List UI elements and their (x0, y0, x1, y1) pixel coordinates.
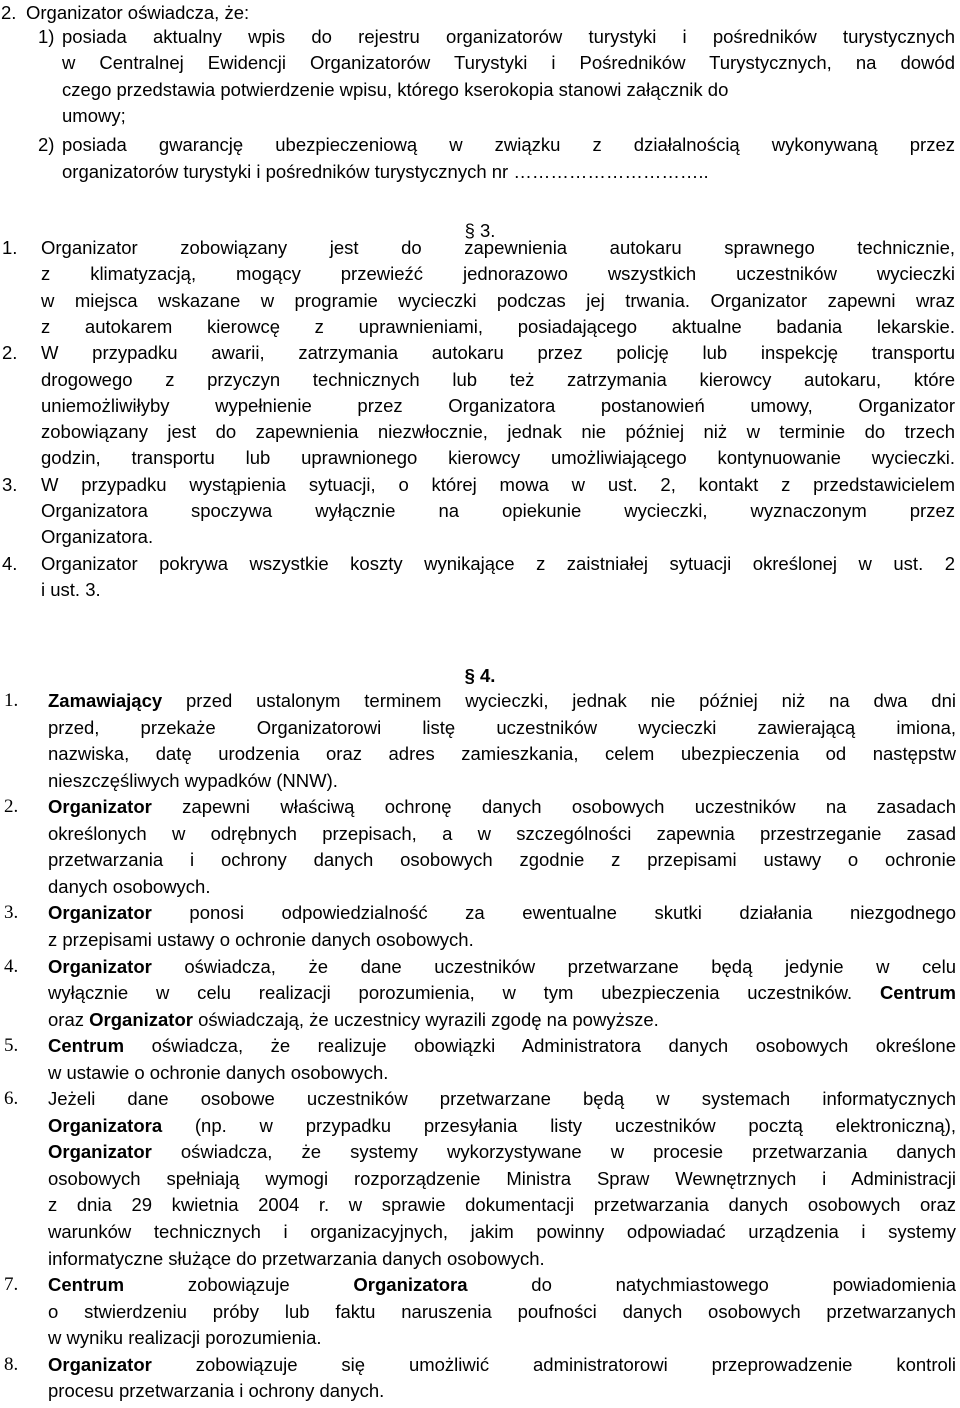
clause-line (48, 1060, 956, 1086)
clause-line: uniemożliwiłyby wypełnienie przez Organizatora postanowień umowy, Organizator (41, 394, 955, 416)
text-run: zapewni właściwą ochronę danych osobowych uczestników na zasadach (151, 796, 956, 818)
clause-line: w miejsca wskazane w programie wycieczki podczas jej trwania. Organizator zapewni wraz (41, 289, 955, 311)
clause-line (48, 847, 956, 873)
text-run: zobowiązuje się umożliwić administratorowi przeprowadzenie kontroli (151, 1353, 956, 1375)
emphasized-term: Centrum (48, 1035, 125, 1057)
clause-line (48, 927, 956, 953)
text-run: warunków technicznych i organizacyjnych, jakim powinny odpowiadać urządzenia i systemy (48, 1221, 956, 1242)
clause-line (48, 1086, 956, 1112)
clause-line: i ust. 3. (41, 578, 101, 600)
emphasized-term: Organizatora (48, 1114, 163, 1136)
text-run: z przepisami ustawy o ochronie danych osobowych. (48, 928, 474, 950)
clause-line: Organizatora spoczywa wyłącznie na opiekunie wycieczki, wyznaczonym przez (41, 500, 955, 521)
text-run: przed ustalonym terminem wycieczki, jednak nie później niż na dwa dni (162, 690, 956, 711)
clause-line (48, 1192, 956, 1218)
clause-line (48, 1325, 956, 1351)
item-number: 2. (1, 2, 17, 23)
text-run: ponosi odpowiedzialność za ewentualne skutki działania niezgodnego (151, 902, 956, 924)
clause-line: zobowiązany jest do zapewnienia niezwłocznie, jednak nie później niż w terminie do trzech (41, 421, 955, 443)
section-heading: § 3. (464, 220, 496, 241)
clause-line (48, 1113, 956, 1139)
text-run: oświadcza, że dane uczestników przetwarzane będą jedynie w celu (151, 955, 956, 977)
clause-line (48, 821, 956, 847)
clause-number: 2. (2, 342, 18, 364)
clause-line (48, 1033, 956, 1059)
clause-number: 2. (4, 796, 19, 818)
clause-line: drogowego z przyczyn technicznych lub też zatrzymania kierowcy autokaru, które (41, 368, 955, 390)
emphasized-term: Organizator (48, 955, 152, 977)
clause-line (48, 768, 956, 794)
text-run: informatyczne służące do przetwarzania danych osobowych. (48, 1247, 545, 1269)
sub-item-line: w Centralnej Ewidencji Organizatorów Turystyki i Pośredników Turystycznych, na dowód (62, 52, 955, 74)
text-run: oraz (48, 1008, 90, 1030)
text-run: przetwarzania i ochrony danych osobowych zgodnie z przepisami ustawy o ochronie (48, 849, 956, 871)
text-run: (np. w przypadku przesyłania listy uczestników pocztą elektroniczną), (162, 1114, 956, 1136)
sub-item-line: organizatorów turystyki i pośredników turystycznych nr ………………………….. (62, 160, 709, 182)
text-run: Jeżeli dane osobowe uczestników przetwarzane będą w systemach informatycznych (48, 1088, 956, 1110)
clause-line (48, 980, 956, 1006)
emphasized-term: Organizator (48, 1141, 152, 1163)
clause-line: Organizator zobowiązany jest do zapewnienia autokaru sprawnego technicznie, (41, 237, 955, 258)
clause-line (48, 1378, 956, 1404)
clause-number: 1. (2, 237, 18, 258)
text-run: oświadcza, że systemy wykorzystywane w procesie przetwarzania danych (151, 1141, 956, 1163)
text-run: o stwierdzeniu próby lub faktu naruszenia poufności danych osobowych przetwarzanych (48, 1300, 956, 1322)
clause-number: 1. (4, 690, 19, 711)
text-run: oświadczają, że uczestnicy wyrazili zgodę na powyższe. (192, 1008, 659, 1030)
emphasized-term: Organizator (48, 902, 152, 924)
emphasized-term: Organizator (48, 1353, 152, 1375)
clause-line: W przypadku awarii, zatrzymania autokaru przez policję lub inspekcję transportu (41, 342, 955, 364)
text-run: przed, przekaże Organizatorowi listę uczestników wycieczki zawierającą imiona, (48, 716, 956, 738)
clause-line (48, 900, 956, 926)
emphasized-term: Centrum (879, 982, 956, 1004)
clause-line (48, 1219, 956, 1245)
sub-item-number: 1) (38, 26, 55, 47)
clause-line: z klimatyzacją, mogący przewieźć jednorazowo wszystkich uczestników wycieczki (41, 263, 955, 285)
clause-line (48, 688, 956, 714)
clause-number: 6. (4, 1088, 19, 1110)
emphasized-term: Organizatora (353, 1274, 468, 1296)
text-run: określonych w odrębnych przepisach, a w szczególności zapewnia przestrzeganie zasad (48, 822, 956, 844)
text-run: do natychmiastowego powiadomienia (467, 1274, 956, 1296)
clause-line (48, 1272, 956, 1298)
clause-number: 3. (2, 473, 18, 495)
text-run: nieszczęśliwych wypadków (NNW). (48, 769, 338, 791)
clause-line (48, 1007, 956, 1033)
clause-number: 8. (4, 1353, 19, 1375)
text-run: procesu przetwarzania i ochrony danych. (48, 1380, 385, 1402)
clause-line (48, 874, 956, 900)
clause-line (48, 954, 956, 980)
emphasized-term: Organizator (89, 1008, 193, 1030)
text-run: oświadcza, że realizuje obowiązki Administratora danych osobowych określone (124, 1035, 956, 1057)
item-text: Organizator oświadcza, że: (26, 2, 250, 23)
clause-number: 7. (4, 1274, 19, 1296)
text-run: osobowych spełniają wymogi rozporządzenie Ministra Spraw Wewnętrznych i Administracji (48, 1167, 956, 1189)
sub-item-line: umowy; (62, 104, 126, 126)
emphasized-term: Centrum (48, 1274, 125, 1296)
clause-line (48, 1352, 956, 1378)
clause-line: z autokarem kierowcę z uprawnieniami, posiadającego aktualne badania lekarskie. (41, 315, 955, 337)
emphasized-term: Zamawiający (48, 690, 163, 711)
sub-item-line: posiada aktualny wpis do rejestru organizatorów turystyki i pośredników turystycznych (62, 26, 955, 47)
text-run: z dnia 29 kwietnia 2004 r. w sprawie dokumentacji przetwarzania danych osobowych oraz (48, 1194, 956, 1216)
clause-number: 3. (4, 902, 19, 924)
clause-line: Organizatora. (41, 526, 154, 548)
text-run: w wyniku realizacji porozumienia. (48, 1327, 322, 1349)
sub-item-number: 2) (38, 134, 55, 156)
clause-number: 4. (2, 552, 18, 574)
text-run: nazwiska, datę urodzenia oraz adres zamieszkania, celem ubezpieczenia od następstw (48, 743, 956, 765)
clause-line: W przypadku wystąpienia sytuacji, o której mowa w ust. 2, kontakt z przedstawicielem (41, 473, 955, 495)
emphasized-term: Organizator (48, 796, 152, 818)
clause-line: godzin, transportu lub uprawnionego kierowcy umożliwiającego kontynuowanie wycieczki. (41, 447, 955, 469)
clause-line (48, 1246, 956, 1272)
sub-item-line: posiada gwarancję ubezpieczeniową w związku z działalnością wykonywaną przez (62, 134, 955, 156)
clause-line (48, 715, 956, 741)
section-heading: § 4. (464, 665, 496, 686)
clause-line: Organizator pokrywa wszystkie koszty wynikające z zaistniałej sytuacji określonej w ust. 2 (41, 552, 955, 574)
clause-line (48, 794, 956, 820)
clause-number: 5. (4, 1035, 19, 1057)
clause-number: 4. (4, 955, 19, 977)
clause-line (48, 1139, 956, 1165)
sub-item-line: czego przedstawia potwierdzenie wpisu, którego kserokopia stanowi załącznik do (62, 78, 729, 100)
clause-line (48, 1299, 956, 1325)
clause-line (48, 1166, 956, 1192)
clause-line (48, 741, 956, 767)
text-run: danych osobowych. (48, 875, 211, 897)
text-run: w ustawie o ochronie danych osobowych. (48, 1061, 389, 1083)
text-run: wyłącznie w celu realizacji porozumienia, w tym ubezpieczenia uczestników. (48, 982, 880, 1004)
text-run: zobowiązuje (124, 1274, 354, 1296)
